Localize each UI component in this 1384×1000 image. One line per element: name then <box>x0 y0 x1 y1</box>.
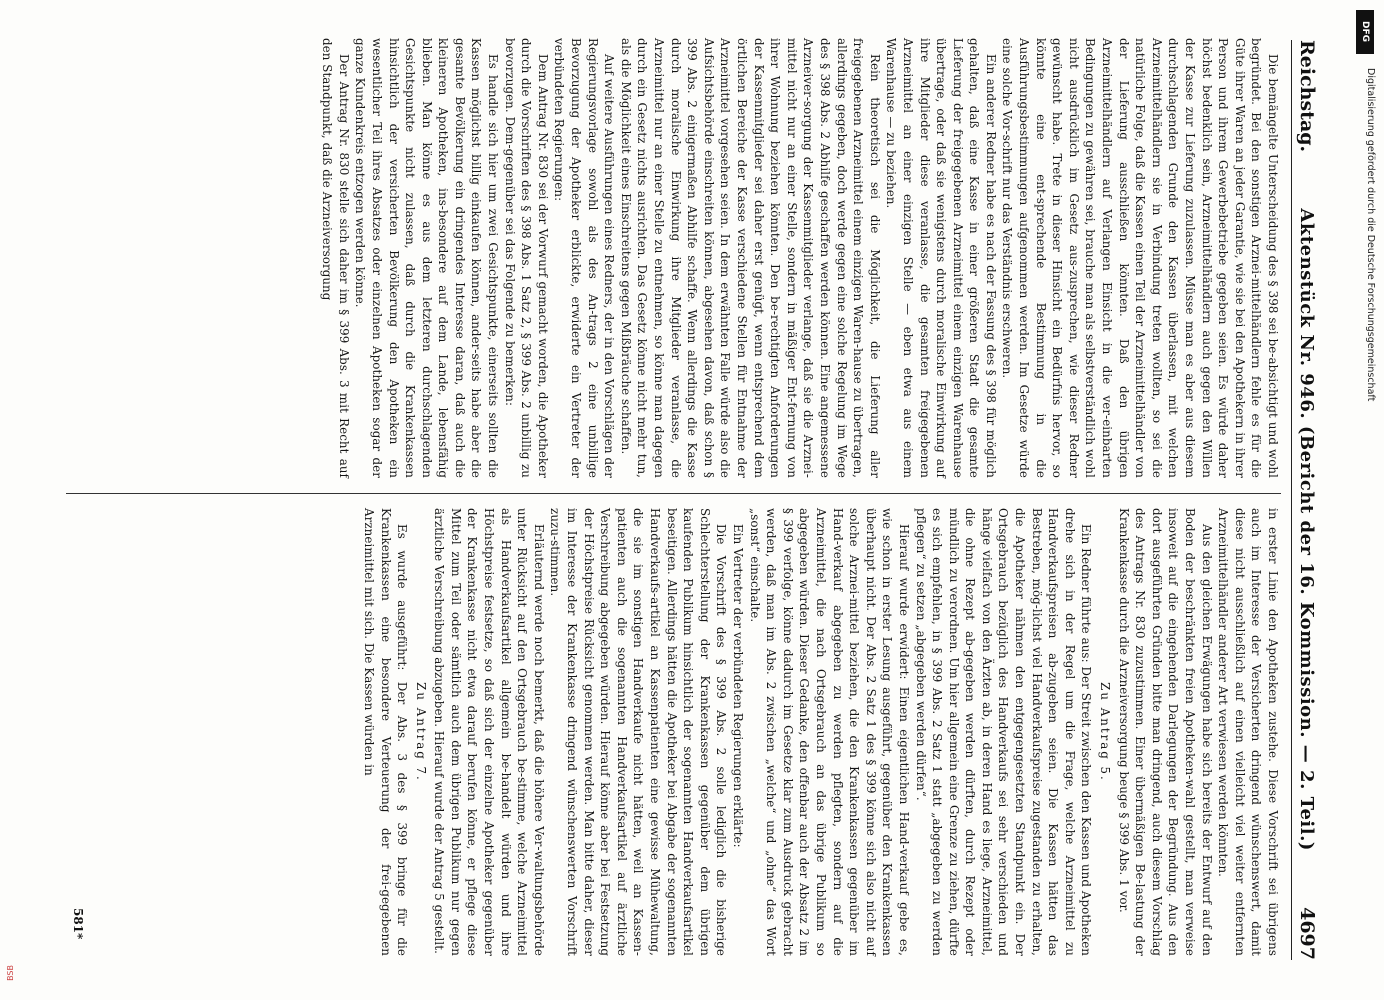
section-heading: Zu Antrag 5. <box>1098 682 1113 782</box>
paragraph: Erläuternd werde noch bemerkt, daß die höhere Ver-waltungsbehörde unter Rücksicht auf den Ortsgebrauch be-stimme, welche Arzneimittel als Handverkaufsartikel allgemein be-handelt würden und ihre Höchstpreise festsetze, so daß sich der einzelne Apotheker gegenüber der Krankenkasse nicht etwa darauf berufen könne, er pflege diese Mittel zum Teil oder sämtlich auch dem übrigen Publikum nur gegen ärztliche Verschreibung abzugeben. Hierauf wurde der Antrag 5 gestellt. <box>432 508 546 956</box>
left-column <box>319 38 1281 478</box>
paragraph: Auf weitere Ausführungen eines Redners, der in den Vorschlägen der Regierungsvorlage sowohl als des An-trags 2 eine unbillige Bevorzugung der Apotheker erblickte, erwiderte ein Vertreter der verbündeten Regierungen: <box>552 38 617 478</box>
paragraph: in erster Linie den Apotheken zustehe. Diese Vorschrift sei übrigens auch im Interesse der Versicherten dringend wünschenswert, damit diese nicht ausschließlich auf einen vielleicht viel weiter entfernten Arzneimittelhändler anderer Art verwiesen werden könnten. <box>1216 508 1280 956</box>
page-footer-mark: 581* <box>71 908 85 940</box>
paragraph: Aus den gleichen Erwägungen habe sich bereits der Entwurf auf den Boden der beschränkten freien Apotheken-wahl gestellt, man verweise insoweit auf die eingehenden Darlegungen der Begründung. Aus den dort ausgeführten Gründen bitte man dringend, auch diesem Vorschlag des Antrags Nr. 830 zuzustimmen. Einer übermäßigen Be-lastung der Krankenkasse durch die Arzneiversorgung beuge § 399 Abs. 1 vor. <box>1116 508 1214 956</box>
section-heading: Zu Antrag 7. <box>413 682 428 782</box>
rotated-page-area <box>55 30 1325 970</box>
header-title: Aktenstück Nr. 946. (Bericht der 16. Kommission. — 2. Teil.) <box>1296 208 1317 851</box>
digitization-credit <box>1352 8 1382 988</box>
paragraph: Die Vorschrift des § 399 Abs. 2 solle lediglich die bisherige Schlechterstellung der Krankenkassen gegenüber dem übrigen kaufenden Publikum hinsichtlich der sogenannten Handverkaufsartikel beseitigen. Allerdings hätten die Apotheker bei Abgabe der sogenannten Handverkaufs-artikel an Kassenpatienten eine gewisse Mühewaltung, die sie im sonstigen Handverkaufe nicht hätten, weil an Kassen-patienten auch die sogenannten Handverkaufsartikel auf ärztliche Verschreibung abgegeben würden. Hierauf könne aber bei Festsetzung der Höchstpreise Rücksicht genommen werden. Man bitte daher, dieser im Interesse der Krankenkasse dringend wünschenswerten Vorschrift zuzu-stimmen. <box>548 508 729 956</box>
paragraph: Hierauf wurde erwidert: Einen eigentlichen Hand-verkauf gebe es, wie schon in erster Lesung ausgeführt, gegenüber den Krankenkassen überhaupt nicht. Der Abs. 2 Satz 1 des § 399 könne sich also nicht auf solche Arznei-mittel beziehen, die den Krankenkassen gegenüber im Hand-verkauf abgegeben zu werden pflegten, sondern auf die Arzneimittel, die nach Ortsgebrauch an das übrige Publikum so abgegeben würden. Dieser Gedanke, den offenbar auch der Absatz 2 im § 399 verfolge, könne dadurch im Gesetze klar zum Ausdruck gebracht werden, daß man im Abs. 2 zwischen „welche“ und „ohne“ das Wort „sonst“ einschalte. <box>747 508 911 956</box>
right-column <box>360 508 1281 956</box>
library-mark: BSB <box>6 965 15 981</box>
page-number: 4697 <box>1296 907 1318 960</box>
paragraph: Ein anderer Redner habe es nach der Fassung des § 398 für möglich gehalten, daß eine Kasse in einer größeren Stadt die gesamte Lieferung der freigegebenen Arzneimittel einem einzigen Warenhause übertrage, oder daß sie wenigstens durch moralische Einwirkung auf ihre Mitglieder diese veranlasse, die gesamten freigegebenen Arzneimittel an einer einzigen Stelle — eben etwa aus einem Warenhause — zu beziehen. <box>884 38 998 478</box>
credit-text: Digitalisierung gefördert durch die Deutsche Forschungsgemeinschaft <box>1365 68 1376 402</box>
paragraph: Es wurde ausgeführt: Der Abs. 3 des § 399 bringe für die Krankenkassen eine besondere Verteuerung der frei-gegebenen Arzneimittel mit sich. Die Kassen würden in <box>361 508 410 956</box>
paragraph: Der Antrag Nr. 830 stelle sich daher im § 399 Abs. 3 mit Recht auf den Standpunkt, daß die Arzneiversorgung <box>320 38 351 478</box>
paragraph: Es handle sich hier um zwei Gesichtspunkte, einerseits sollten die Kassen möglichst billig einkaufen können, ander-seits habe aber die gesamte Bevölkerung ein dringendes Interesse daran, daß auch die kleineren Apotheken, ins-besondere auf dem Lande, lebensfähig blieben. Man könne es aus dem letzteren durchschlagenden Gesichtspunkte nicht zulassen, daß durch die Krankenkassen hinsichtlich der versicherten Bevölkerung den Apotheken ein wesentlicher Teil ihres Absatzes oder einzelnen Apotheken sogar der ganze Kundenkreis entzogen werden könne. <box>353 38 501 478</box>
paragraph: Ein Redner führte aus: Der Streit zwischen den Kassen und Apotheken drehe sich in der Regel um die Frage, welche Arzneimittel zu Handverkaufspreisen ab-zugeben seien. Die Kassen hätten das Bestreben, mög-lichst viel Handverkaufspreise zugestanden zu erhalten, die Apotheker nähmen den entgegengesetzten Standpunkt ein. Der Ortsgebrauch bezüglich des Handverkaufs sei sehr verschieden und hänge vielfach von den Ärzten ab, in deren Hand es liege, Arzneimittel, die ohne Rezept ab-gegeben werden dürften, durch Rezept oder mündlich zu verordnen. Um hier allgemein eine Grenze zu ziehen, dürfte es sich empfehlen, in § 399 Abs. 2 Satz 1 statt „abgegeben zu werden pflegen“ zu setzen „abgegeben werden dürfen“. <box>913 508 1094 956</box>
column-divider <box>66 493 1281 494</box>
paragraph: Dem Antrag Nr. 830 sei der Vorwurf gemacht worden, die Apotheker durch die Vorschriften des § 398 Abs. 1 Satz 2, § 399 Abs. 2 unbillig zu bevorzugen. Dem-gegenüber sei das Folgende zu bemerken: <box>502 38 550 478</box>
page-content <box>55 30 1325 970</box>
dfg-logo: DFG <box>1356 10 1374 54</box>
paragraph: Die bemängelte Unterscheidung des § 398 sei be-absichtigt und wohl begründet. Bei den sonstigen Arznei-mittelhändlern fehle es für die Güte ihrer Waren an jeder Garantie, wie sie bei den Apothekern in ihrer Person und ihrem Gewerbebetriebe gegeben seien. Es würde daher höchst bedenklich sein, Arzneimittelhändlern auch gegen den Willen der Kasse zur Lieferung zuzulassen. Müsse man es aber aus diesem durchschlagenden Grunde den Kassen überlassen, mit welchen Arzneimittelhändlern sie in Verbindung treten wollten, so sei die natürliche Folge, daß die Kassen einen Teil der Arzneimittelhändler von der Lieferung ausschließen könnten. Daß den übrigen Arzneimittelhändlern auf Verlangen Einsicht in die ver-einbarten Bedingungen zu gewähren sei, brauche man als selbstverständlich wohl nicht ausdrücklich im Gesetz aus-zusprechen, wie dieser Redner gewünscht habe. Trete in dieser Hinsicht ein Bedürfnis hervor, so könnte eine ent-sprechende Bestimmung in die Ausführungsbestimmungen aufgenommen werden. Im Gesetze würde eine solche Vor-schrift nur das Verständnis erschweren. <box>1000 38 1280 478</box>
paragraph: Ein Vertreter der verbündeten Regierungen erklärte: <box>731 524 745 848</box>
header-left: Reichstag. <box>1296 40 1318 153</box>
page-header <box>1291 40 1325 960</box>
paragraph: Rein theoretisch sei die Möglichkeit, die Lieferung aller freigegebenen Arzneimittel einem einzigen Waren-hause zu übertragen, allerdings gegeben, doch werde gegen eine solche Regelung im Wege des § 398 Abs. 2 Abhilfe geschaffen werden können. Eine angemessene Arzneiver-sorgung der Kassenmitglieder verlange, daß sie die Arznei-mittel nicht nur an einer Stelle, sondern in mäßiger Ent-fernung von ihrer Wohnung beziehen könnten. Den be-rechtigten Anforderungen der Kassenmitglieder sei daher erst genügt, wenn entsprechend dem örtlichen Bereiche der Kasse verschiedene Stellen für Entnahme der Arzneimittel vorgesehen seien. In dem erwähnten Falle würde also die Aufsichtsbehörde einschreiten können, abgesehen davon, daß schon § 399 Abs. 2 einigermaßen Abhilfe schaffe. Wenn allerdings die Kasse durch moralische Einwirkung ihre Mitglieder veranlasse, die Arzneimittel nur an einer Stelle zu entnehmen, so könne man dagegen durch ein Gesetz nichts ausrichten. Das Gesetz könne nicht mehr tun, als die Möglichkeit eines Einschreitens gegen Mißbräuche schaffen. <box>618 38 882 478</box>
